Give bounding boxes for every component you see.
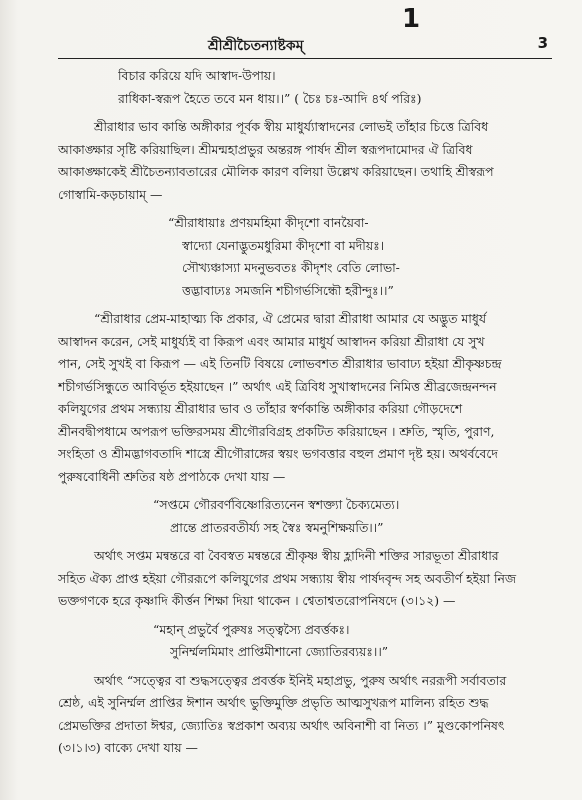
paragraph-line: প্রেমভক্তির প্রদাতা ঈশ্বর, জ্যোতিঃ স্বপ্রকাশ অব্যয় অর্থাৎ অবিনাশী বা নিত্য ।” মুণ্ডকোপনিষৎ bbox=[58, 717, 505, 733]
paragraph-line: গোস্বামি-কড়চায়াম্‌ — bbox=[58, 186, 163, 202]
running-title: শ্রীশ্রীচৈতন্যাষ্টকম্‌ bbox=[208, 38, 304, 54]
paragraph-line: (৩।১।৩) বাক্যে দেখা যায় — bbox=[58, 740, 198, 755]
paragraph-line: পুরুষবোধিনী শ্রুতির ষষ্ঠ প্রপাঠকে দেখা যায় — bbox=[58, 468, 286, 484]
paragraph-line: শ্রীনবদ্বীপধামে অপরূপ ভক্তিরসময় শ্রীগৌরবিগ্রহ প্রকটিত করিয়াছেন । শ্রুতি, স্মৃতি, পুরাণ, bbox=[58, 423, 495, 439]
paragraph-line: “শ্রীরাধার প্রেম-মাহাত্ম্য কি প্রকার, ঐ প্রেমের দ্বারা শ্রীরাধা আমার যে অদ্ভুত মাধুর্য bbox=[94, 311, 486, 326]
paragraph-line: পান, সেই সুখই বা কিরূপ — এই তিনটি বিষয়ে লোভবশত শ্রীরাধার ভাবাঢ্য হইয়া শ্রীকৃষ্ণচন্দ্র bbox=[58, 356, 502, 371]
sanskrit-verse-line: “সপ্তমে গৌরবর্ণবিষ্ণোরিত্যনেন স্বশক্ত্যা চৈক্যমেত্য। bbox=[153, 497, 400, 512]
paragraph-line: শ্রীরাধার ভাব কান্তি অঙ্গীকার পূর্বক স্বীয় মাধুর্য্যাস্বাদনের লোভই তাঁহার চিত্তে ত্রিবিধ bbox=[94, 119, 489, 134]
paragraph-line: শ্রেষ্ঠ, এই সুনির্ম্মল প্রাপ্তির ঈশান অর্থাৎ ভুক্তিমুক্তি প্রভৃতি আত্মসুখরূপ মালিন্য রহিত শুদ্ধ bbox=[58, 695, 489, 710]
page-body bbox=[58, 59, 552, 760]
sanskrit-verse-line: “শ্রীরাধায়াঃ প্রণয়মহিমা কীদৃশো বানয়ৈবা- bbox=[168, 215, 369, 230]
paragraph-line: অর্থাৎ সপ্তম মন্বন্তরে বা বৈবস্বত মন্বন্তরে শ্রীকৃষ্ণ স্বীয় হ্লাদিনী শক্তির সারভূতা শ্রীরাধার bbox=[94, 548, 499, 563]
paragraph-line: কলিযুগের প্রথম সন্ধ্যায় শ্রীরাধার ভাব ও তাঁহার স্বর্ণকান্তি অঙ্গীকার করিয়া গৌড়দেশে bbox=[58, 401, 463, 416]
paragraph-line: সংহিতা ও শ্রীমদ্ভাগবতাদি শাস্ত্রে শ্রীগৌরাঙ্গের স্বয়ং ভগবত্তার বহুল প্রমাণ দৃষ্ট হয়। অথর্ববেদে bbox=[58, 446, 498, 461]
paragraph-line: আকাঙ্ক্ষাকেই শ্রীচৈতন্যাবতারের মৌলিক কারণ বলিয়া উল্লেখ করিয়াছেন। তথাহি শ্রীস্বরূপ bbox=[58, 164, 494, 179]
verse-line: রাধিকা-স্বরূপ হৈতে তবে মন ধায়।।” ( চৈঃ চঃ-আদি ৪র্থ পরিঃ) bbox=[118, 90, 422, 106]
sanskrit-verse-line: সৌখ্যঞ্চাস্যা মদনুভবতঃ কীদৃশং বেতি লোভা- bbox=[182, 260, 400, 275]
paragraph-line: আকাঙ্ক্ষার সৃষ্টি করিয়াছিল। শ্রীমন্মহাপ্রভুর অন্তরঙ্গ পার্ষদ শ্রীল স্বরূপদামোদর ঐ ত্রিবিধ bbox=[58, 141, 473, 157]
sanskrit-verse-line: ত্তদ্ভাবাঢ্যঃ সমজনি শচীগর্ভসিন্ধৌ হরীন্দুঃ।।” bbox=[182, 282, 394, 298]
page-mark: 1 bbox=[402, 4, 421, 34]
verse-line: বিচার করিয়ে যদি আস্বাদ-উপায়। bbox=[118, 68, 276, 83]
sanskrit-verse-line: “মহান্‌ প্রভুর্বৈ পুরুষঃ সত্ত্বস্যৈ প্রবর্ত্তকঃ। bbox=[153, 621, 350, 637]
sanskrit-verse-line: প্রান্তে প্রাতরবতীর্য্য সহ স্বৈঃ স্বমনুশিক্ষয়তি।।” bbox=[170, 519, 384, 535]
paragraph-line: অর্থাৎ “সত্ত্বের বা শুদ্ধসত্ত্বের প্রবর্ত্তক ইনিই মহাপ্রভু, পুরুষ অর্থাৎ নররূপী সর্বাবতার bbox=[94, 672, 507, 688]
paragraph-line: শচীগর্ভসিন্ধুতে আবির্ভূত হইয়াছেন ।” অর্থাৎ এই ত্রিবিধ সুখাস্বাদনের নিমিত্ত শ্রীব্রজেন্দ্রনন্দন bbox=[58, 378, 497, 394]
paragraph-line: সহিত ঐক্য প্রাপ্ত হইয়া গৌররূপে কলিযুগের প্রথম সন্ধ্যায় স্বীয় পার্ষদবৃন্দ সহ অবতীর্ণ হইয়া নিজ bbox=[58, 570, 516, 586]
sanskrit-verse-line: স্বাদ্যো যেনাদ্ভুতমধুরিমা কীদৃশো বা মদীয়ঃ। bbox=[182, 237, 385, 253]
paragraph-line: আস্বাদন করেন, সেই মাধুর্য্যই বা কিরূপ এবং আমার মাধুর্য আস্বাদন করিয়া শ্রীরাধা যে সুখ bbox=[58, 333, 485, 349]
running-header bbox=[58, 30, 552, 59]
page-number: 3 bbox=[537, 34, 548, 52]
sanskrit-verse-line: সুনির্ম্মলমিমাং প্রাপ্তিমীশানো জ্যোতিরব্যয়ঃ।।” bbox=[170, 644, 389, 659]
paragraph-line: ভক্তগণকে হরে কৃষ্ণাদি কীর্ত্তন শিক্ষা দিয়া থাকেন । শ্বেতাশ্বতরোপনিষদে (৩।১২) — bbox=[58, 593, 456, 608]
